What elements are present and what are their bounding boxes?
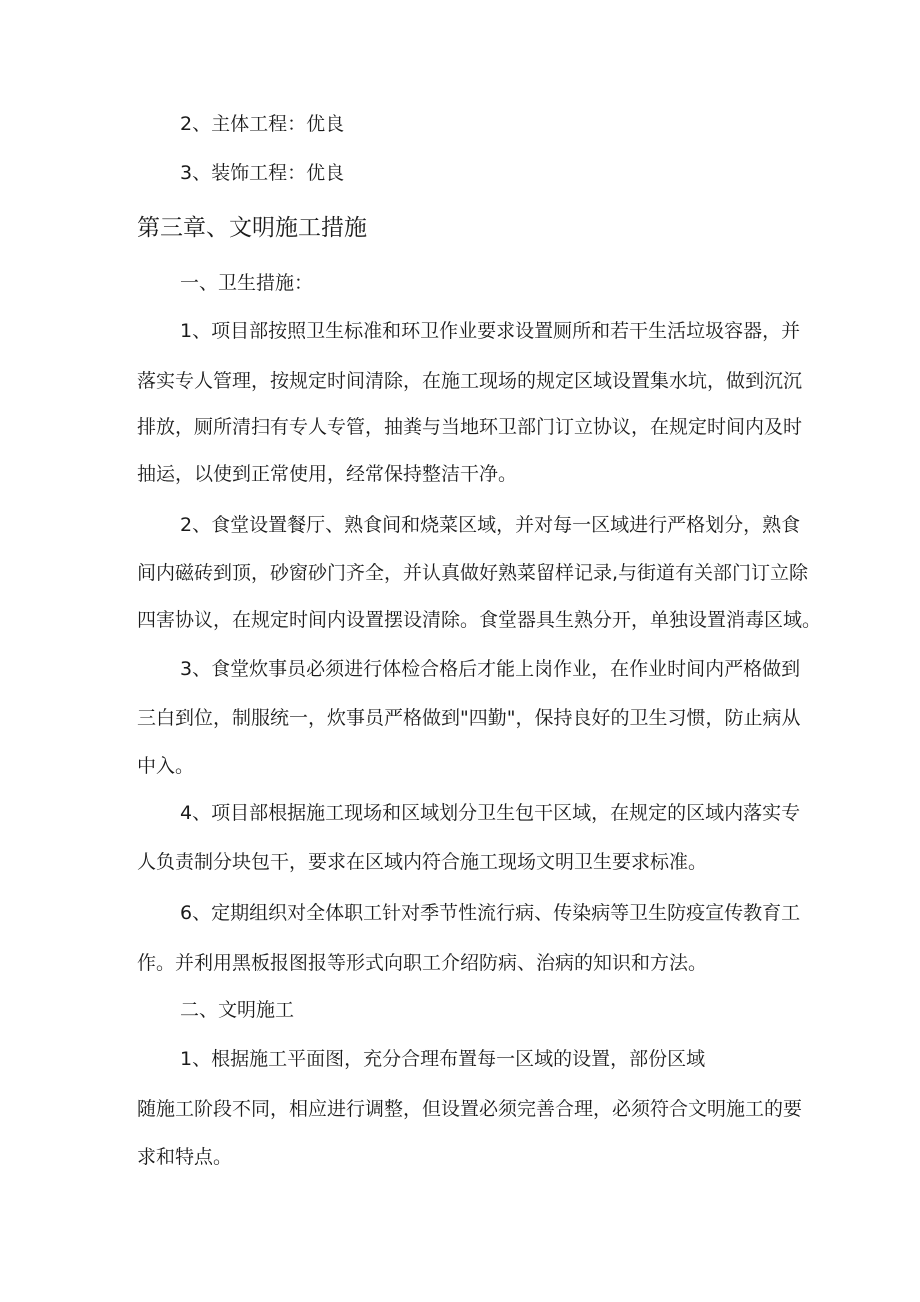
paragraph-line: 1、项目部按照卫生标准和环卫作业要求设置厕所和若干生活垃圾容器，并	[180, 320, 801, 342]
paragraph-line: 1、根据施工平面图，充分合理布置每一区域的设置，部份区域	[180, 1048, 706, 1070]
paragraph-line: 2、食堂设置餐厅、熟食间和烧菜区域，并对每一区域进行严格划分，熟食	[180, 514, 801, 536]
list-item: 3、装饰工程：优良	[180, 162, 345, 184]
paragraph-line: 间内磁砖到顶，砂窗砂门齐全，并认真做好熟菜留样记录,与街道有关部门订立除	[137, 562, 809, 584]
paragraph-line: 排放，厕所清扫有专人专管，抽粪与当地环卫部门订立协议，在规定时间内及时	[137, 416, 803, 438]
paragraph-line: 求和特点。	[137, 1146, 233, 1168]
paragraph-line: 6、定期组织对全体职工针对季节性流行病、传染病等卫生防疫宣传教育工	[180, 902, 801, 924]
paragraph-line: 四害协议，在规定时间内设置摆设清除。食堂器具生熟分开，单独设置消毒区域。	[137, 609, 822, 631]
paragraph-line: 抽运，以使到正常使用，经常保持整洁干净。	[137, 463, 518, 485]
section-title: 一、卫生措施：	[180, 272, 314, 294]
paragraph-line: 三白到位，制服统一，炊事员严格做到"四勤"，保持良好的卫生习惯，防止病从	[137, 707, 801, 729]
paragraph-line: 随施工阶段不同，相应进行调整，但设置必须完善合理，必须符合文明施工的要	[137, 1098, 803, 1120]
paragraph-line: 3、食堂炊事员必须进行体检合格后才能上岗作业，在作业时间内严格做到	[180, 658, 801, 680]
list-item: 2、主体工程：优良	[180, 113, 345, 135]
section-title: 二、文明施工	[180, 999, 295, 1021]
paragraph-line: 落实专人管理，按规定时间清除，在施工现场的规定区域设置集水坑，做到沉沉	[137, 370, 803, 392]
paragraph-line: 人负责制分块包干，要求在区域内符合施工现场文明卫生要求标准。	[137, 851, 708, 873]
paragraph-line: 作。并利用黑板报图报等形式向职工介绍防病、治病的知识和方法。	[137, 952, 708, 974]
paragraph-line: 中入。	[137, 755, 195, 777]
chapter-title: 第三章、文明施工措施	[137, 215, 367, 241]
paragraph-line: 4、项目部根据施工现场和区域划分卫生包干区域，在规定的区域内落实专	[180, 802, 801, 824]
